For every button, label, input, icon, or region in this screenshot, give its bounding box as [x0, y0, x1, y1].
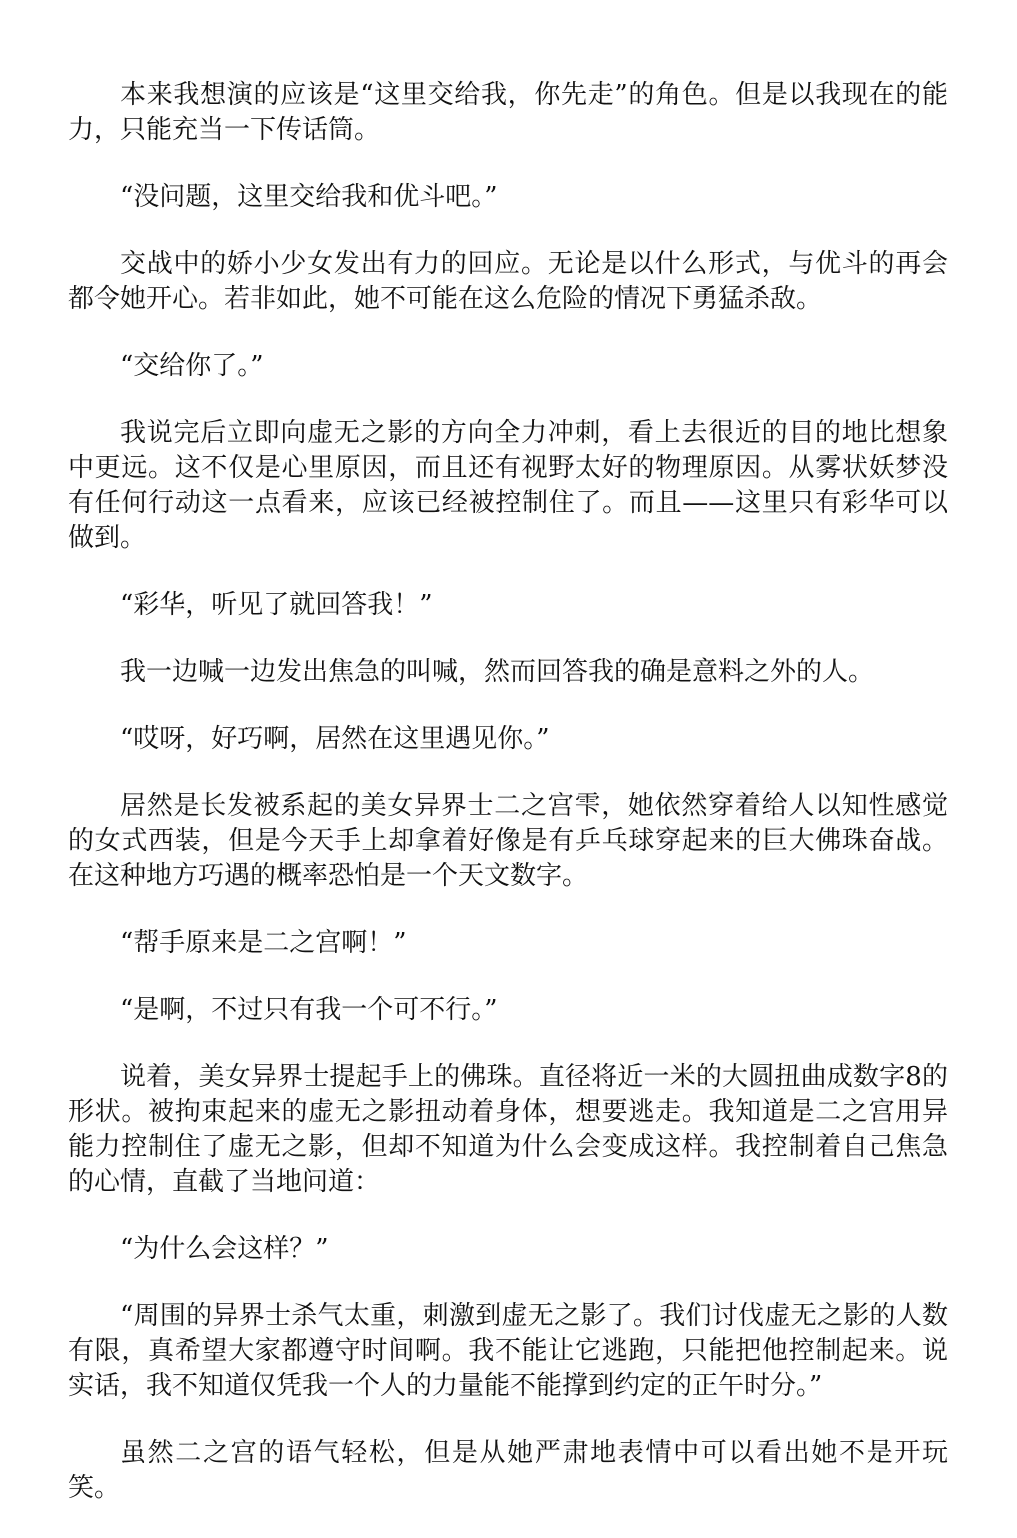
- paragraph-11: “是啊，不过只有我一个可不行。”: [120, 995, 498, 1025]
- paragraph-4: “交给你了。”: [120, 351, 264, 381]
- paragraph-3: 交战中的娇小少女发出有力的回应。无论是以什么形式，与优斗的再会都令她开心。若非如此，她不可能在这么危险的情况下勇猛杀敌。: [68, 249, 948, 314]
- paragraph-2: “没问题，这里交给我和优斗吧。”: [120, 182, 498, 212]
- paragraph-13: “为什么会这样？”: [120, 1234, 329, 1264]
- paragraph-14: “周围的异界士杀气太重，刺激到虚无之影了。我们讨伐虚无之影的人数有限，真希望大家都遵守时间啊。我不能让它逃跑，只能把他控制起来。说实话，我不知道仅凭我一个人的力量能不能撑到约定的正午时分。”: [68, 1301, 948, 1401]
- paragraph-6: “彩华，听见了就回答我！”: [120, 590, 433, 620]
- paragraph-1: 本来我想演的应该是“这里交给我，你先走”的角色。但是以我现在的能力，只能充当一下传话筒。: [68, 80, 948, 145]
- paragraph-5: 我说完后立即向虚无之影的方向全力冲刺，看上去很近的目的地比想象中更远。这不仅是心里原因，而且还有视野太好的物理原因。从雾状妖梦没有任何行动这一点看来，应该已经被控制住了。而且——这里只有彩华可以做到。: [68, 418, 948, 553]
- paragraph-12: 说着，美女异界士提起手上的佛珠。直径将近一米的大圆扭曲成数字8的形状。被拘束起来的虚无之影扭动着身体，想要逃走。我知道是二之宫用异能力控制住了虚无之影，但却不知道为什么会变成这样。我控制着自己焦急的心情，直截了当地问道：: [68, 1062, 948, 1197]
- paragraph-9: 居然是长发被系起的美女异界士二之宫雫，她依然穿着给人以知性感觉的女式西装，但是今天手上却拿着好像是有乒乓球穿起来的巨大佛珠奋战。在这种地方巧遇的概率恐怕是一个天文数字。: [68, 791, 948, 891]
- paragraph-8: “哎呀，好巧啊，居然在这里遇见你。”: [120, 724, 550, 754]
- paragraph-10: “帮手原来是二之宫啊！”: [120, 928, 407, 958]
- paragraph-15: 虽然二之宫的语气轻松，但是从她严肃地表情中可以看出她不是开玩笑。: [68, 1438, 948, 1503]
- paragraph-7: 我一边喊一边发出焦急的叫喊，然而回答我的确是意料之外的人。: [120, 657, 875, 687]
- document-page: [68, 78, 948, 1538]
